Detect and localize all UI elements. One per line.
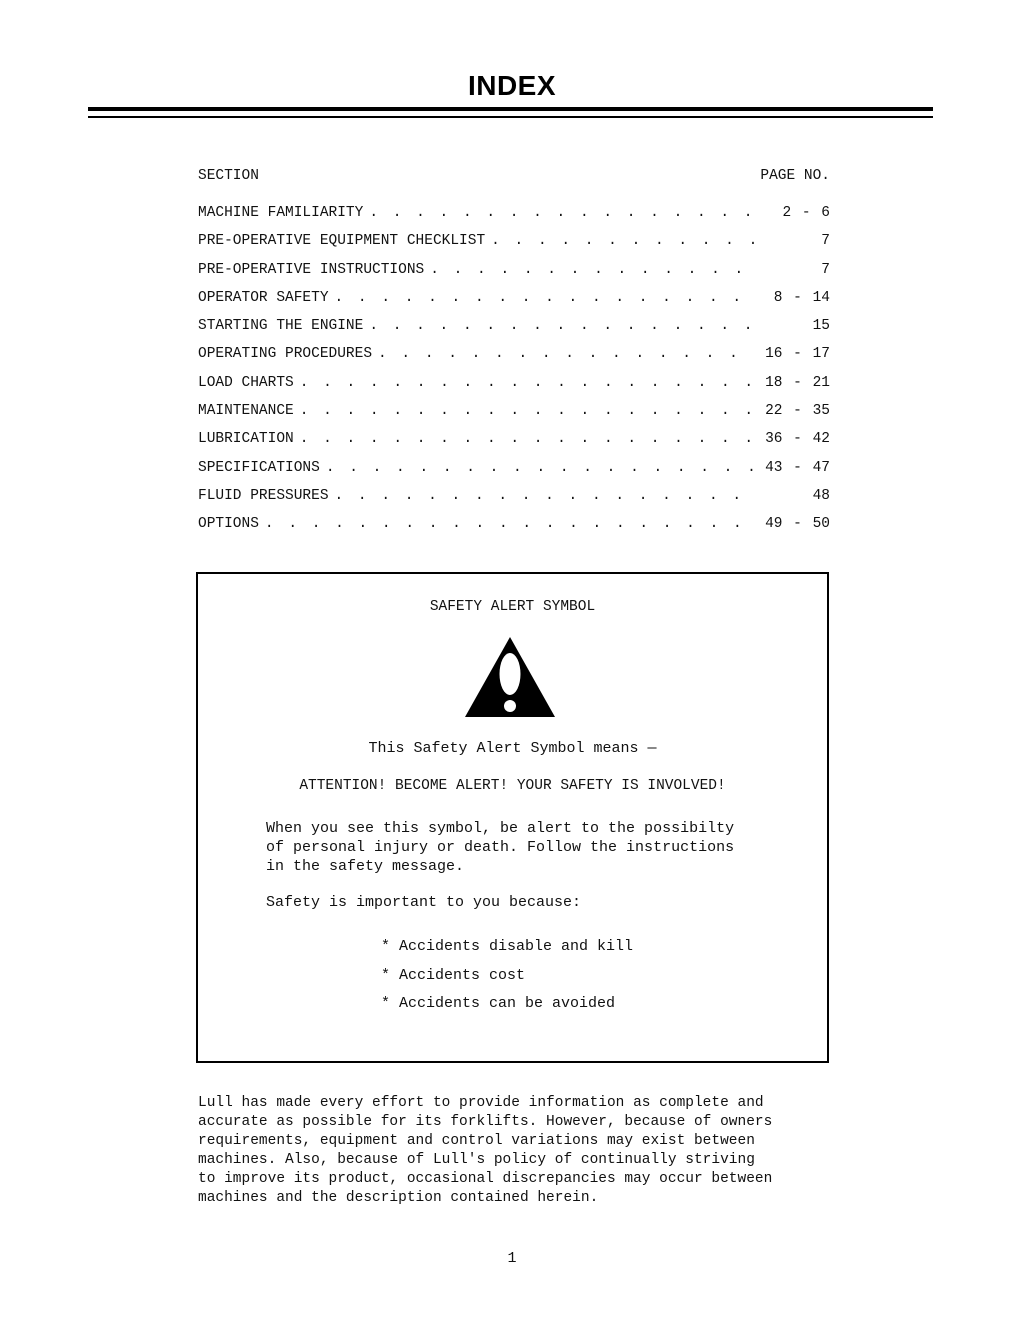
paragraph-line: of personal injury or death. Follow the instructions — [266, 839, 735, 856]
toc-entry-page: 2 - 6 — [782, 205, 830, 221]
toc-dot-leader — [300, 431, 754, 447]
toc-entry — [198, 460, 830, 488]
toc-header — [198, 168, 830, 190]
toc-entry-label: OPERATOR SAFETY — [198, 289, 329, 306]
toc-entry — [198, 318, 830, 346]
toc-entry-page: 18 - 21 — [765, 374, 830, 391]
toc-entry-label: MACHINE FAMILIARITY — [198, 205, 364, 221]
toc-entry-label: LOAD CHARTS — [198, 374, 294, 391]
toc-entries — [198, 205, 830, 545]
toc-dot-leader — [369, 205, 754, 221]
toc-entry-label: FLUID PRESSURES — [198, 487, 329, 504]
toc-entry — [198, 346, 830, 374]
disclaimer-line: machines. Also, because of Lull's policy of continually striving — [198, 1152, 755, 1168]
safety-reasons-list — [381, 938, 633, 1024]
toc-entry — [198, 375, 830, 403]
safety-important-line: Safety is important to you because: — [266, 894, 582, 911]
section-column-header: SECTION — [198, 168, 259, 184]
toc-dot-leader — [430, 262, 754, 278]
toc-entry — [198, 262, 830, 290]
safety-reason-item: * Accidents disable and kill — [381, 938, 634, 955]
toc-entry — [198, 290, 830, 318]
safety-alert-box — [196, 572, 829, 1063]
page-title: INDEX — [467, 70, 557, 101]
toc-entry — [198, 205, 830, 233]
toc-entry-page: 48 — [812, 487, 830, 504]
paragraph-line: in the safety message. — [266, 858, 465, 875]
toc-entry — [198, 431, 830, 459]
toc-dot-leader — [369, 318, 754, 334]
toc-entry-label: LUBRICATION — [198, 431, 294, 448]
warning-triangle-icon — [464, 636, 556, 718]
toc-entry-label: OPERATING PROCEDURES — [198, 346, 373, 363]
safety-alert-title: SAFETY ALERT SYMBOL — [429, 599, 596, 615]
table-of-contents — [198, 168, 830, 545]
disclaimer-line: to improve its product, occasional discrepancies may occur between — [198, 1171, 773, 1187]
toc-entry-label: MAINTENANCE — [198, 403, 294, 420]
toc-dot-leader — [491, 233, 754, 249]
safety-alert-means: This Safety Alert Symbol means — — [368, 740, 657, 757]
safety-reason-item: * Accidents can be avoided — [381, 995, 616, 1012]
toc-entry-page: 7 — [821, 261, 830, 278]
toc-entry-label: STARTING THE ENGINE — [198, 318, 364, 335]
paragraph-line: When you see this symbol, be alert to the possibilty — [266, 820, 735, 837]
toc-entry — [198, 516, 830, 544]
toc-dot-leader — [300, 403, 754, 419]
safety-alert-paragraph — [266, 819, 786, 876]
toc-entry — [198, 403, 830, 431]
toc-entry-page: 7 — [821, 233, 830, 250]
page-number: 1 — [507, 1250, 517, 1267]
toc-entry-label: OPTIONS — [198, 516, 259, 533]
toc-dot-leader — [265, 516, 754, 532]
toc-dot-leader — [378, 346, 754, 362]
toc-entry-page: 16 - 17 — [765, 346, 830, 363]
toc-entry-page: 43 - 47 — [765, 459, 830, 476]
disclaimer-line: requirements, equipment and control variations may exist between — [198, 1133, 755, 1149]
disclaimer-paragraph — [198, 1094, 838, 1208]
toc-entry-page: 15 — [812, 318, 830, 335]
disclaimer-line: accurate as possible for its forklifts. However, because of owners — [198, 1114, 773, 1130]
disclaimer-line: machines and the description contained herein. — [198, 1190, 599, 1206]
toc-entry-page: 22 - 35 — [765, 403, 830, 420]
safety-reason-item: * Accidents cost — [381, 966, 526, 984]
disclaimer-line: Lull has made every effort to provide information as complete and — [198, 1095, 764, 1111]
toc-entry-label: PRE-OPERATIVE INSTRUCTIONS — [198, 261, 425, 278]
safety-alert-attention: ATTENTION! BECOME ALERT! YOUR SAFETY IS INVOLVED! — [299, 778, 726, 794]
toc-dot-leader — [326, 460, 754, 476]
toc-entry — [198, 488, 830, 516]
page-column-header: PAGE NO. — [760, 168, 830, 184]
toc-entry-page: 49 - 50 — [765, 516, 830, 533]
toc-entry-page: 36 - 42 — [765, 431, 830, 448]
toc-entry-page: 8 - 14 — [773, 289, 830, 306]
toc-dot-leader — [335, 488, 754, 504]
toc-entry — [198, 233, 830, 261]
toc-dot-leader — [300, 375, 754, 391]
toc-dot-leader — [335, 290, 754, 306]
toc-entry-label: SPECIFICATIONS — [198, 459, 320, 476]
toc-entry-label: PRE-OPERATIVE EQUIPMENT CHECKLIST — [198, 233, 486, 250]
title-rule-thin — [88, 116, 933, 118]
title-rule-thick — [88, 107, 933, 111]
